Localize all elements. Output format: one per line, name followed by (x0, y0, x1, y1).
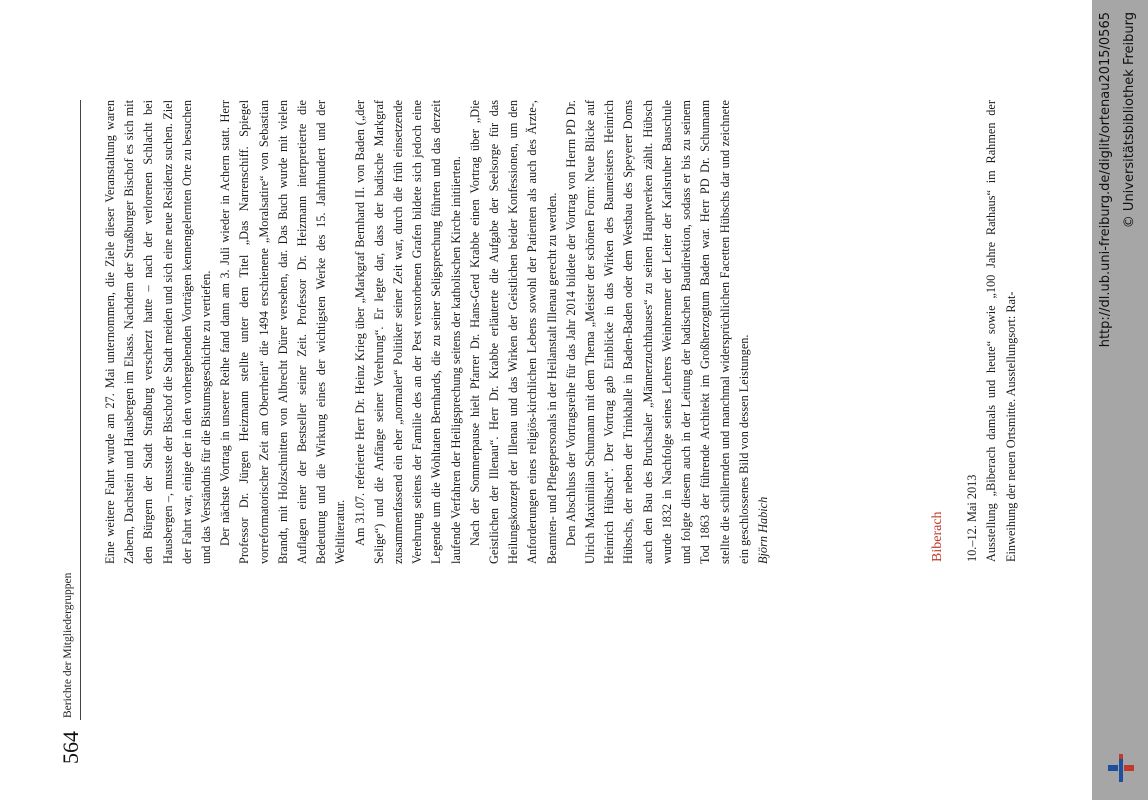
section-text: Ausstellung „Biberach damals und heute“ sowie „100 Jahre Rathaus“ im Rahmen der Einweihung der neuen Ortsmitte. Ausstellungsort: Rat- (984, 100, 1018, 562)
copyright-notice: © Universitätsbibliothek Freiburg (1122, 12, 1137, 229)
section-date: 10.–12. Mai 2013 (965, 474, 980, 562)
paragraph: Am 31.07. referierte Herr Dr. Heinz Krieg über „Markgraf Bernhard II. von Baden („der Selige“) und die Anfänge seiner Verehrung“. Er legte dar, dass der badische Markgraf zusammenfassend ein eher „normaler“ Politiker seiner Zeit war, durch die früh einsetzende Verehrung seitens der Familie des an der Pest verstorbenen Grafen bildete sich jedoch eine Legende um die Wohltaten Bernhards, die zu seiner Seligsprechung führten und das derzeit laufende Verfahren der Heiligsprechung seitens der katholischen Kirche initiierten. (352, 100, 463, 564)
section-biberach (928, 100, 1021, 562)
paragraph: Den Abschluss der Vortragsreihe für das Jahr 2014 bildete der Vortrag von Herrn PD Dr. Ulrich Maximilian Schumann mit dem Thema „Meister der schönen Form: Neue Blicke auf Heinrich Hübsch“. Der Vortrag gab Einblicke in das Wirken des Baumeisters Heinrich Hübschs, der neben der Trinkhalle in Baden-Baden oder dem Westbau des Speyerer Doms auch den Bau des Bruchsaler „Männerzuchthauses“ zu seinen Hauptwerken zählt. Hübsch wurde 1832 in Nachfolge seines Lehrers Weinbrenner der Leiter der Karlsruher Bauschule und folgte diesem auch in der Leitung der badischen Baudirektion, sodass er bis zu seinem Tod 1863 der führende Architekt im Großherzogtum Baden war. Herr PD Dr. Schumann stellte die schillernden und manchmal widersprüchlichen Facetten Hübschs dar und zeichnete ein geschlossenes Bild von dessen Leistungen. (563, 100, 751, 564)
ub-freiburg-logo-icon (1106, 748, 1136, 788)
paragraph: Eine weitere Fahrt wurde am 27. Mai unternommen, die Ziele dieser Veranstaltung waren Zabern, Dachstein und Hausbergen im Elsass. Nachdem der Straßburger Bischof es sich mit den Bürgern der Stadt Straßburg verscherzt hatte – nach der verlorenen Schlacht bei Hausbergen –, musste der Bischof die Stadt meiden und sich eine neue Residenz suchen. Ziel der Fahrt war, einige der in den vorhergehenden Vorträgen kennengelernten Orte zu besuchen und das Verständnis für die Bistumsgeschichte zu vertiefen. (103, 100, 214, 564)
section-heading: Biberach (930, 511, 945, 562)
permalink-url[interactable]: http://dl.ub.uni-freiburg.de/diglit/ortenau2015/0565 (1098, 12, 1113, 348)
author-signature: Björn Habich (755, 496, 770, 564)
header-rule (80, 100, 81, 720)
article-body (101, 100, 773, 564)
sidebar-rotated (1092, 0, 1148, 800)
library-sidebar (1092, 0, 1148, 800)
paragraph: Der nächste Vortrag in unserer Reihe fand dann am 3. Juli wieder in Achern statt. Herr Professor Dr. Jürgen Heizmann stellte unter dem Titel „Das Narrenschiff. Spiegel vorreformatorischer Zeit am Oberrhein“ die 1494 erschienene „Moralsatire“ von Sebastian Brandt, mit Holzschnitten von Albrecht Dürer versehen, dar. Das Buch wurde mit vielen Auflagen einer der Bestseller seiner Zeit. Professor Dr. Heizmann interpretierte die Bedeutung und die Wirkung eines der wichtigsten Werke des 15. Jahrhundert und der Weltliteratur. (218, 100, 348, 564)
running-head: Berichte der Mitgliedergruppen (62, 572, 74, 718)
paragraph: Nach der Sommerpause hielt Pfarrer Dr. Hans-Gerd Krabbe einen Vortrag über „Die Geistlichen der Illenau“. Herr Dr. Krabbe erläuterte die Aufgabe der Seelsorge für das Heilungskonzept der Illenau und das Wirken der Geistlichen beider Konfessionen, um den Anforderungen eines religiös-kirchlichen Lebens sowohl der Patienten als auch des Ärzte-, Beamten- und Pflegepersonals in der Heilanstalt Illenau gerecht zu werden. (467, 100, 559, 564)
page-number: 564 (58, 731, 83, 764)
